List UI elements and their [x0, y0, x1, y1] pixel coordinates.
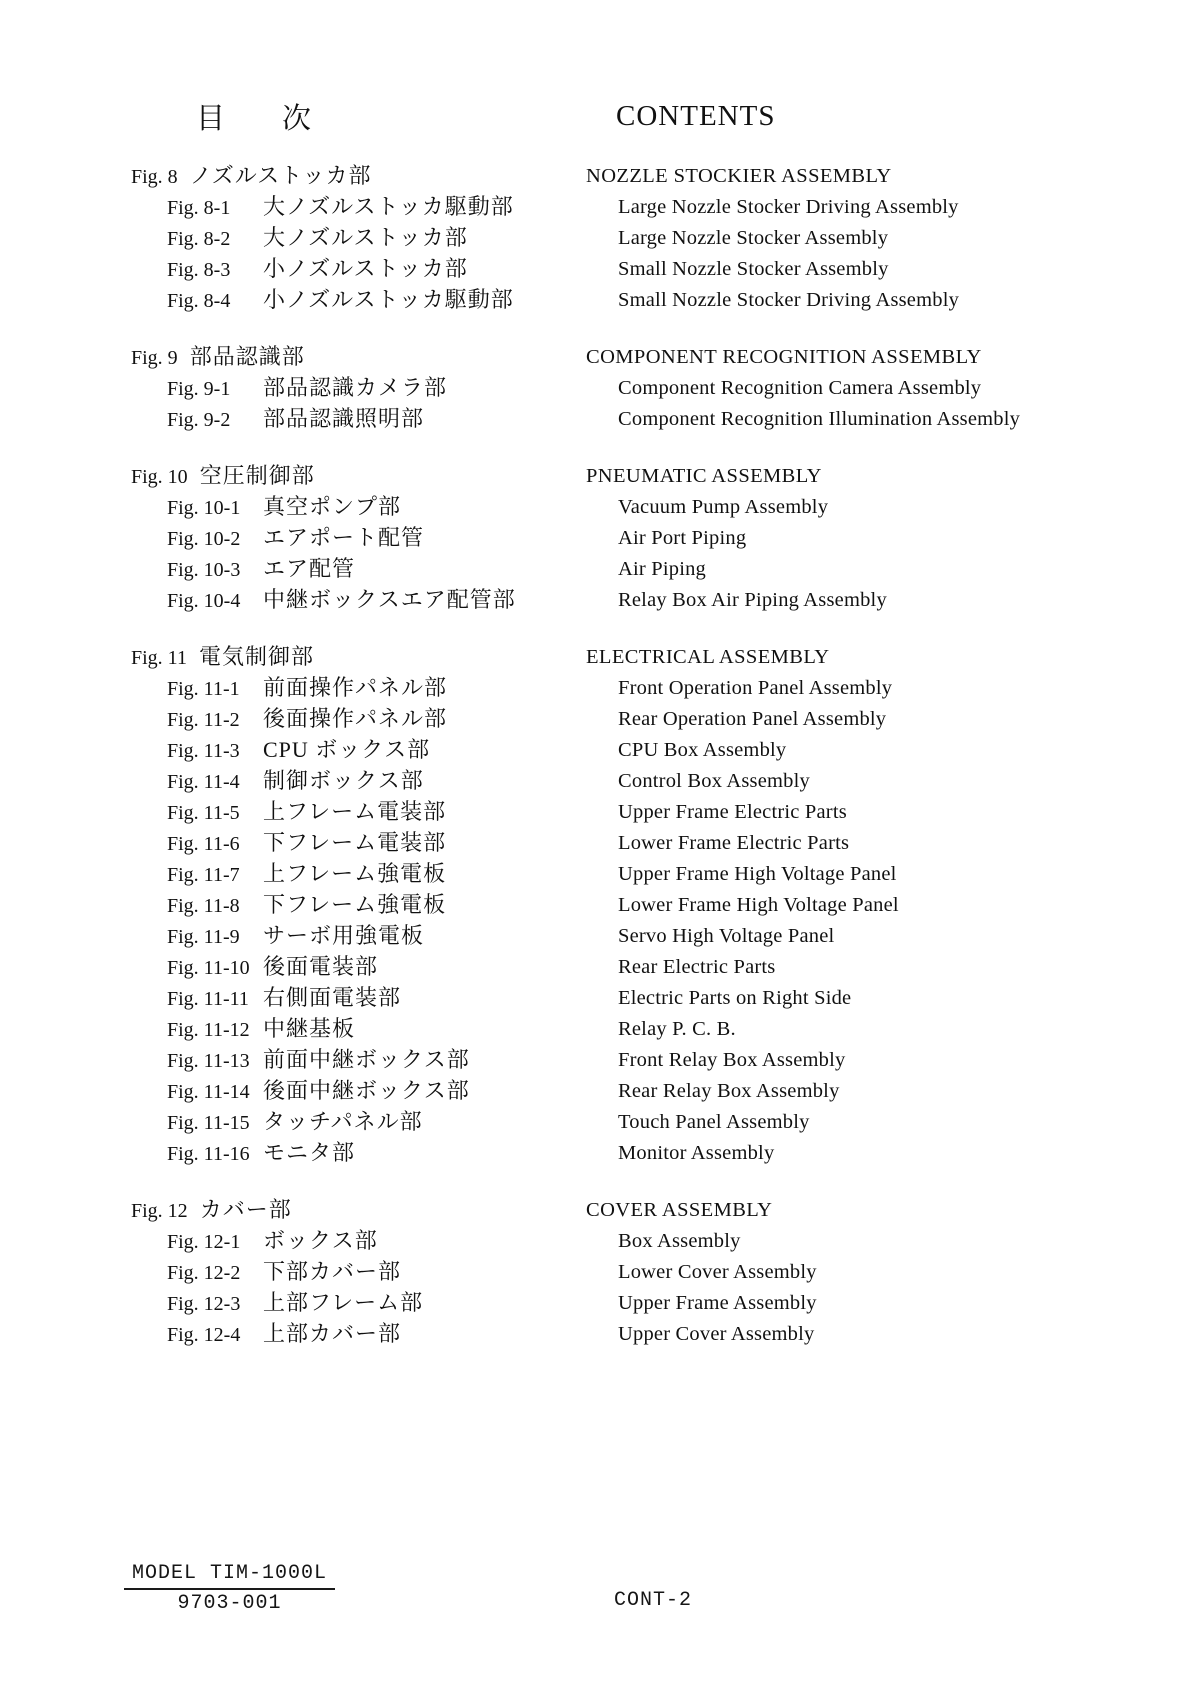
toc-entry: [0, 286, 1190, 317]
toc-entry: [0, 1289, 1190, 1320]
section-title-japanese: 部品認識部: [189, 344, 305, 369]
entry-fig-number: Fig. 10-2: [167, 528, 241, 550]
toc-section: [0, 162, 1190, 317]
entry-fig-number: Fig. 11-3: [167, 740, 240, 762]
entry-title-english: Large Nozzle Stocker Driving Assembly: [618, 196, 959, 218]
page-title-english: CONTENTS: [616, 100, 776, 132]
entry-title-japanese: ボックス部: [263, 1228, 378, 1253]
entry-title-japanese: 前面操作パネル部: [263, 675, 448, 700]
toc-entry: [0, 1015, 1190, 1046]
toc-entry: [0, 1046, 1190, 1077]
toc-entry-left: [0, 555, 586, 586]
entry-title-japanese: 上部フレーム部: [263, 1290, 424, 1315]
section-title-english: NOZZLE STOCKIER ASSEMBLY: [586, 165, 892, 187]
toc-section-heading: [0, 343, 1190, 374]
section-fig-number: Fig. 11: [131, 647, 187, 669]
section-fig-number: Fig. 8: [131, 166, 178, 188]
footer-model-block: [124, 1560, 335, 1617]
entry-fig-number: Fig. 8-3: [167, 259, 231, 281]
toc-entry-left: [0, 586, 586, 617]
entry-title-english: Upper Frame Electric Parts: [618, 801, 847, 823]
toc-entry: [0, 674, 1190, 705]
entry-title-english: Component Recognition Illumination Assembly: [618, 408, 1021, 430]
toc-entry-left: [0, 829, 586, 860]
section-fig-number: Fig. 12: [131, 1200, 188, 1222]
toc-section-heading: [0, 462, 1190, 493]
toc-section-heading: [0, 162, 1190, 193]
section-heading-left: [0, 1196, 586, 1227]
entry-title-japanese: 大ノズルストッカ駆動部: [263, 194, 514, 219]
model-label: MODEL TIM-1000L: [124, 1560, 335, 1590]
toc-entry-left: [0, 798, 586, 829]
section-title-japanese: 空圧制御部: [199, 463, 315, 488]
toc-entry-left: [0, 891, 586, 922]
entry-title-english: Electric Parts on Right Side: [618, 987, 852, 1009]
toc-entry-left: [0, 1227, 586, 1258]
toc-section: [0, 462, 1190, 617]
toc-entry-left: [0, 922, 586, 953]
section-heading-left: [0, 462, 586, 493]
toc-entry-left: [0, 736, 586, 767]
toc-entry: [0, 1139, 1190, 1170]
section-fig-number: Fig. 10: [131, 466, 188, 488]
entry-title-english: Lower Frame Electric Parts: [618, 832, 850, 854]
toc-entry: [0, 891, 1190, 922]
toc-entry-left: [0, 405, 586, 436]
page-title-japanese: 目 次: [196, 103, 326, 135]
toc-entry: [0, 1258, 1190, 1289]
entry-title-english: Air Port Piping: [618, 527, 747, 549]
section-title-japanese: 電気制御部: [198, 644, 314, 669]
toc-entry: [0, 860, 1190, 891]
entry-fig-number: Fig. 11-10: [167, 957, 250, 979]
entry-title-japanese: 中継ボックスエア配管部: [263, 587, 516, 612]
entry-fig-number: Fig. 11-16: [167, 1143, 250, 1165]
entry-fig-number: Fig. 9-1: [167, 378, 231, 400]
entry-title-japanese: 制御ボックス部: [263, 768, 424, 793]
toc-section: [0, 1196, 1190, 1351]
toc-entry: [0, 1320, 1190, 1351]
entry-title-japanese: 中継基板: [263, 1016, 356, 1041]
entry-fig-number: Fig. 12-1: [167, 1231, 241, 1253]
entry-fig-number: Fig. 10-1: [167, 497, 241, 519]
entry-title-japanese: 上フレーム電装部: [263, 799, 447, 824]
entry-fig-number: Fig. 11-9: [167, 926, 240, 948]
entry-fig-number: Fig. 11-8: [167, 895, 240, 917]
toc-entry-left: [0, 524, 586, 555]
entry-fig-number: Fig. 11-7: [167, 864, 240, 886]
entry-title-japanese: 真空ポンプ部: [263, 494, 402, 519]
section-heading-left: [0, 343, 586, 374]
entry-title-japanese: 上フレーム強電板: [263, 861, 447, 886]
toc-entry-left: [0, 193, 586, 224]
toc-entry: [0, 1108, 1190, 1139]
toc-entry: [0, 705, 1190, 736]
toc-entry-left: [0, 286, 586, 317]
toc-entry-left: [0, 767, 586, 798]
toc-entry: [0, 555, 1190, 586]
entry-fig-number: Fig. 11-1: [167, 678, 240, 700]
entry-fig-number: Fig. 11-4: [167, 771, 240, 793]
document-number: 9703-001: [177, 1592, 282, 1615]
entry-title-japanese: 後面電装部: [263, 954, 379, 979]
section-fig-number: Fig. 9: [131, 347, 178, 369]
entry-fig-number: Fig. 11-2: [167, 709, 240, 731]
entry-title-english: Vacuum Pump Assembly: [618, 496, 829, 518]
entry-title-english: Upper Cover Assembly: [618, 1323, 815, 1345]
toc-entry: [0, 767, 1190, 798]
entry-title-english: Rear Relay Box Assembly: [618, 1080, 840, 1102]
entry-title-japanese: 部品認識カメラ部: [263, 375, 448, 400]
toc-section: [0, 343, 1190, 436]
entry-fig-number: Fig. 9-2: [167, 409, 231, 431]
entry-title-japanese: CPU ボックス部: [263, 737, 431, 762]
toc-entry-left: [0, 224, 586, 255]
entry-title-japanese: 大ノズルストッカ部: [263, 225, 468, 250]
toc-entry: [0, 493, 1190, 524]
toc-entry-left: [0, 674, 586, 705]
toc-section: [0, 643, 1190, 1170]
toc-entry: [0, 1227, 1190, 1258]
entry-title-japanese: サーボ用強電板: [263, 923, 425, 948]
entry-fig-number: Fig. 11-6: [167, 833, 240, 855]
entry-title-english: Large Nozzle Stocker Assembly: [618, 227, 889, 249]
toc-entry-left: [0, 1289, 586, 1320]
entry-title-english: Front Operation Panel Assembly: [618, 677, 893, 699]
toc-entry-left: [0, 1139, 586, 1170]
entry-title-english: Small Nozzle Stocker Driving Assembly: [618, 289, 960, 311]
entry-fig-number: Fig. 11-12: [167, 1019, 250, 1041]
entry-title-english: Upper Frame Assembly: [618, 1292, 817, 1314]
entry-title-english: Air Piping: [618, 558, 706, 580]
toc-entry-left: [0, 1077, 586, 1108]
toc-entry-left: [0, 1046, 586, 1077]
toc-entry-left: [0, 1015, 586, 1046]
entry-fig-number: Fig. 10-3: [167, 559, 241, 581]
entry-fig-number: Fig. 12-3: [167, 1293, 241, 1315]
entry-title-japanese: 下部カバー部: [263, 1259, 402, 1284]
table-of-contents: [0, 162, 1190, 1351]
toc-entry: [0, 829, 1190, 860]
toc-entry-left: [0, 984, 586, 1015]
toc-entry: [0, 953, 1190, 984]
toc-entry-left: [0, 255, 586, 286]
toc-entry: [0, 524, 1190, 555]
entry-fig-number: Fig. 11-14: [167, 1081, 250, 1103]
entry-fig-number: Fig. 12-4: [167, 1324, 241, 1346]
entry-title-english: Small Nozzle Stocker Assembly: [618, 258, 889, 280]
toc-section-heading: [0, 1196, 1190, 1227]
entry-title-english: Relay Box Air Piping Assembly: [618, 589, 887, 611]
toc-entry: [0, 798, 1190, 829]
toc-entry: [0, 193, 1190, 224]
toc-entry-left: [0, 1258, 586, 1289]
entry-title-japanese: エア配管: [263, 556, 356, 581]
section-title-english: COVER ASSEMBLY: [586, 1199, 773, 1221]
entry-fig-number: Fig. 11-15: [167, 1112, 250, 1134]
entry-fig-number: Fig. 10-4: [167, 590, 241, 612]
entry-title-english: Lower Frame High Voltage Panel: [618, 894, 899, 916]
toc-entry: [0, 736, 1190, 767]
entry-title-japanese: エアポート配管: [263, 525, 425, 550]
entry-title-japanese: タッチパネル部: [263, 1109, 423, 1134]
toc-entry: [0, 984, 1190, 1015]
entry-fig-number: Fig. 8-2: [167, 228, 231, 250]
toc-entry-left: [0, 1108, 586, 1139]
page-number: CONT-2: [614, 1589, 693, 1612]
entry-title-english: Front Relay Box Assembly: [618, 1049, 846, 1071]
entry-title-english: Control Box Assembly: [618, 770, 810, 792]
toc-entry-left: [0, 860, 586, 891]
entry-title-english: Lower Cover Assembly: [618, 1261, 817, 1283]
entry-title-english: Servo High Voltage Panel: [618, 925, 835, 947]
toc-entry: [0, 224, 1190, 255]
toc-entry-left: [0, 1320, 586, 1351]
toc-entry: [0, 405, 1190, 436]
entry-title-english: Rear Operation Panel Assembly: [618, 708, 887, 730]
toc-entry-left: [0, 705, 586, 736]
entry-title-english: Rear Electric Parts: [618, 956, 776, 978]
section-title-english: PNEUMATIC ASSEMBLY: [586, 465, 822, 487]
toc-section-heading: [0, 643, 1190, 674]
entry-title-japanese: 後面操作パネル部: [263, 706, 448, 731]
section-heading-left: [0, 643, 586, 674]
entry-title-english: Monitor Assembly: [618, 1142, 775, 1164]
entry-title-japanese: 小ノズルストッカ駆動部: [263, 287, 514, 312]
toc-entry-left: [0, 493, 586, 524]
toc-entry: [0, 922, 1190, 953]
entry-title-japanese: 下フレーム強電板: [263, 892, 447, 917]
entry-fig-number: Fig. 8-1: [167, 197, 231, 219]
entry-fig-number: Fig. 11-13: [167, 1050, 250, 1072]
entry-title-english: Relay P. C. B.: [618, 1018, 736, 1040]
toc-entry-left: [0, 953, 586, 984]
section-title-english: ELECTRICAL ASSEMBLY: [586, 646, 830, 668]
entry-title-japanese: 下フレーム電装部: [263, 830, 447, 855]
entry-fig-number: Fig. 12-2: [167, 1262, 241, 1284]
entry-fig-number: Fig. 8-4: [167, 290, 231, 312]
entry-title-japanese: 後面中継ボックス部: [263, 1078, 470, 1103]
toc-entry-left: [0, 374, 586, 405]
entry-title-english: CPU Box Assembly: [618, 739, 787, 761]
section-title-japanese: カバー部: [199, 1197, 292, 1222]
toc-entry: [0, 1077, 1190, 1108]
toc-entry: [0, 255, 1190, 286]
toc-entry: [0, 586, 1190, 617]
entry-fig-number: Fig. 11-5: [167, 802, 240, 824]
entry-title-japanese: 小ノズルストッカ部: [263, 256, 468, 281]
entry-title-japanese: 右側面電装部: [263, 985, 402, 1010]
section-heading-left: [0, 162, 586, 193]
entry-title-english: Box Assembly: [618, 1230, 741, 1252]
entry-title-japanese: 前面中継ボックス部: [263, 1047, 470, 1072]
entry-title-english: Touch Panel Assembly: [618, 1111, 810, 1133]
entry-title-japanese: モニタ部: [263, 1140, 356, 1165]
entry-title-english: Component Recognition Camera Assembly: [618, 377, 982, 399]
entry-fig-number: Fig. 11-11: [167, 988, 249, 1010]
section-title-english: COMPONENT RECOGNITION ASSEMBLY: [586, 346, 982, 368]
entry-title-japanese: 上部カバー部: [263, 1321, 402, 1346]
entry-title-japanese: 部品認識照明部: [263, 406, 425, 431]
toc-entry: [0, 374, 1190, 405]
section-title-japanese: ノズルストッカ部: [189, 163, 372, 188]
entry-title-english: Upper Frame High Voltage Panel: [618, 863, 897, 885]
